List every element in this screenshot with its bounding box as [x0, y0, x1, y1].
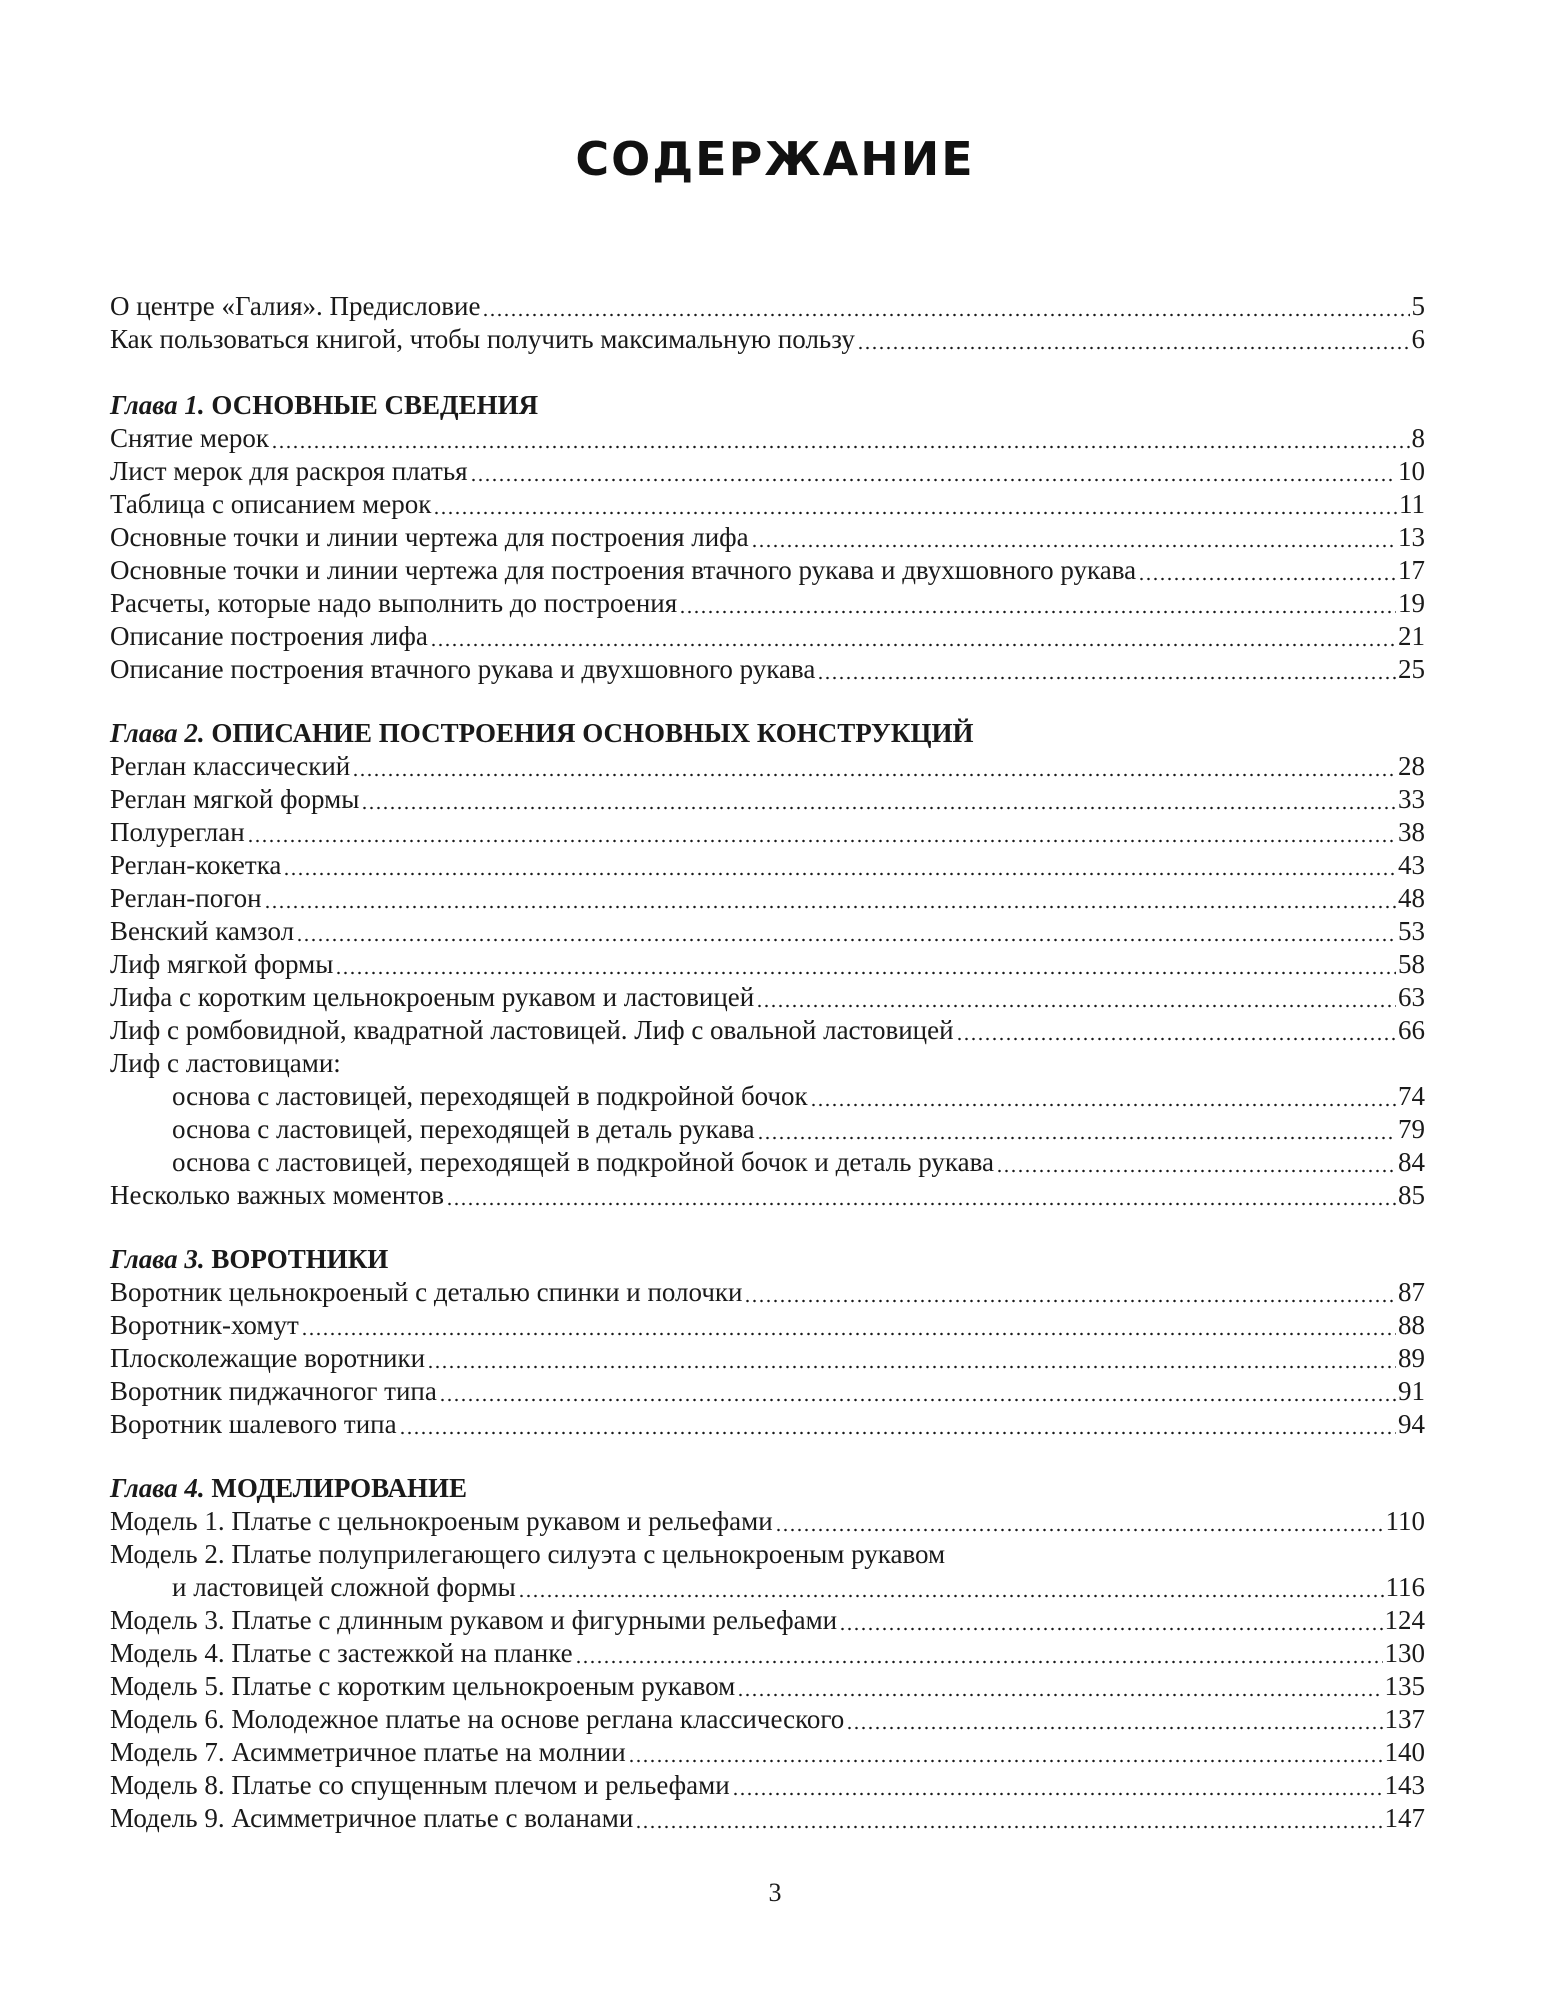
toc-entry[interactable] — [110, 1736, 1425, 1769]
toc-entry-label: Плосколежащие воротники — [110, 1343, 426, 1373]
toc-entry[interactable] — [110, 290, 1425, 323]
toc-entry-label: Реглан-погон — [110, 883, 262, 913]
toc-entry[interactable] — [110, 620, 1425, 653]
toc-entry[interactable] — [110, 1146, 1425, 1179]
dot-leader — [817, 653, 1396, 686]
toc-entry[interactable] — [110, 653, 1425, 686]
toc-entry-page: 8 — [1411, 423, 1425, 453]
toc-entry[interactable] — [110, 554, 1425, 587]
toc-entry-label: и ластовицей сложной формы — [172, 1572, 516, 1602]
toc-entry-label: Основные точки и линии чертежа для построения втачного рукава и двухшовного рукава — [110, 555, 1137, 585]
toc-entry[interactable] — [110, 915, 1425, 948]
toc-entry[interactable] — [110, 849, 1425, 882]
dot-leader — [575, 1637, 1383, 1670]
dot-leader — [518, 1571, 1384, 1604]
toc-entry-label: Модель 1. Платье с цельнокроеным рукавом и рельефами — [110, 1506, 773, 1536]
toc-entry-label: Модель 5. Платье с коротким цельнокроеным рукавом — [110, 1671, 736, 1701]
toc-entry-label: Таблица с описанием мерок — [110, 489, 432, 519]
dot-leader — [470, 455, 1396, 488]
toc-entry-label: Воротник цельнокроеный с деталью спинки и полочки — [110, 1277, 743, 1307]
toc-entry[interactable] — [110, 1637, 1425, 1670]
chapter-prefix: Глава 3. — [110, 1244, 205, 1274]
toc-entry[interactable] — [110, 1375, 1425, 1408]
toc-entry-label: основа с ластовицей, переходящей в подкройной бочок и деталь рукава — [172, 1147, 994, 1177]
dot-leader — [433, 488, 1397, 521]
toc-entry-label: Модель 2. Платье полуприлегающего силуэта с цельнокроеным рукавом — [110, 1539, 946, 1569]
dot-leader — [361, 783, 1396, 816]
toc-entry-label: Модель 9. Асимметричное платье с воланами — [110, 1803, 634, 1833]
dot-leader — [679, 587, 1396, 620]
toc-entry[interactable] — [110, 948, 1425, 981]
toc-entry-page: 147 — [1384, 1803, 1425, 1833]
toc-entry-page: 84 — [1398, 1147, 1425, 1177]
chapter-name: ВОРОТНИКИ — [211, 1244, 389, 1274]
dot-leader — [996, 1146, 1396, 1179]
toc-entry-page: 87 — [1398, 1277, 1425, 1307]
toc-entry-page: 5 — [1411, 291, 1425, 321]
toc-entry[interactable] — [110, 1309, 1425, 1342]
dot-leader — [635, 1802, 1382, 1835]
dot-leader — [1138, 554, 1396, 587]
toc-entry-label: Несколько важных моментов — [110, 1180, 444, 1210]
page-number: 3 — [768, 1878, 782, 1907]
toc-entry-page: 6 — [1411, 324, 1425, 354]
chapter-heading[interactable] — [110, 1243, 1425, 1276]
dot-leader — [301, 1309, 1396, 1342]
toc-entry[interactable] — [110, 783, 1425, 816]
dot-leader — [956, 1014, 1396, 1047]
dot-leader — [296, 915, 1396, 948]
dot-leader — [857, 323, 1410, 356]
toc-entry[interactable] — [110, 882, 1425, 915]
dot-leader — [732, 1769, 1383, 1802]
toc-entry-page: 116 — [1385, 1572, 1425, 1602]
toc-entry-label: Модель 4. Платье с застежкой на планке — [110, 1638, 573, 1668]
toc-entry-page: 58 — [1398, 949, 1425, 979]
toc-entry-label: Расчеты, которые надо выполнить до построения — [110, 588, 678, 618]
dot-leader — [427, 1342, 1396, 1375]
toc-entry-page: 66 — [1398, 1015, 1425, 1045]
dot-leader — [628, 1736, 1383, 1769]
toc-entry[interactable] — [110, 1276, 1425, 1309]
toc-entry-page: 94 — [1398, 1409, 1425, 1439]
page-title: СОДЕРЖАНИЕ — [575, 132, 975, 186]
dot-leader — [335, 948, 1396, 981]
dot-leader — [283, 849, 1396, 882]
chapter-heading[interactable] — [110, 1472, 1425, 1505]
chapter-prefix: Глава 1. — [110, 390, 205, 420]
toc-entry-page: 143 — [1384, 1770, 1425, 1800]
dot-leader — [439, 1375, 1396, 1408]
toc-chapter — [110, 389, 1425, 686]
toc-entry-page: 74 — [1398, 1081, 1425, 1111]
toc-entry-label: Основные точки и линии чертежа для построения лифа — [110, 522, 749, 552]
toc-entry-label: Модель 8. Платье со спущенным плечом и рельефами — [110, 1770, 730, 1800]
dot-leader — [846, 1703, 1382, 1736]
toc-entry[interactable] — [110, 981, 1425, 1014]
toc-entry-label: Реглан классический — [110, 751, 351, 781]
toc-entry-label: Модель 3. Платье с длинным рукавом и фигурными рельефами — [110, 1605, 838, 1635]
dot-leader — [744, 1276, 1396, 1309]
toc-entry[interactable] — [110, 1703, 1425, 1736]
toc-entry-page: 135 — [1384, 1671, 1425, 1701]
chapter-prefix: Глава 4. — [110, 1473, 205, 1503]
toc-entry-page: 43 — [1398, 850, 1425, 880]
toc-entry-page: 140 — [1384, 1737, 1425, 1767]
toc-entry-page: 13 — [1398, 522, 1425, 552]
toc-entry-page: 17 — [1398, 555, 1425, 585]
toc-entry-label: Полуреглан — [110, 817, 245, 847]
dot-leader — [247, 816, 1396, 849]
dot-leader — [737, 1670, 1382, 1703]
chapter-name: ОСНОВНЫЕ СВЕДЕНИЯ — [211, 390, 539, 420]
toc-entry[interactable] — [110, 1604, 1425, 1637]
toc-entry[interactable] — [110, 1769, 1425, 1802]
toc-entry[interactable] — [110, 750, 1425, 783]
toc-chapter — [110, 1243, 1425, 1441]
toc-entry-label: Воротник-хомут — [110, 1310, 299, 1340]
dot-leader — [757, 1113, 1396, 1146]
chapter-heading[interactable] — [110, 717, 1425, 750]
toc-entry-label: основа с ластовицей, переходящей в деталь рукава — [172, 1114, 755, 1144]
toc-entry-label: Модель 6. Молодежное платье на основе реглана классического — [110, 1704, 845, 1734]
toc-entry[interactable] — [110, 816, 1425, 849]
toc-entry-page: 124 — [1384, 1605, 1425, 1635]
toc-entry-page: 137 — [1384, 1704, 1425, 1734]
toc-entry-page: 89 — [1398, 1343, 1425, 1373]
toc-entry-page: 25 — [1398, 654, 1425, 684]
dot-leader — [430, 620, 1396, 653]
toc-entry-page: 48 — [1398, 883, 1425, 913]
toc-entry-label: Реглан-кокетка — [110, 850, 282, 880]
toc-entry[interactable] — [110, 1179, 1425, 1212]
dot-leader — [751, 521, 1396, 554]
chapter-name: ОПИСАНИЕ ПОСТРОЕНИЯ ОСНОВНЫХ КОНСТРУКЦИЙ — [211, 718, 974, 748]
toc-entry-page: 28 — [1398, 751, 1425, 781]
toc-entry-label: Лиф с ластовицами: — [110, 1048, 341, 1078]
toc-entry-label: Лифа с коротким цельнокроеным рукавом и ластовицей — [110, 982, 755, 1012]
toc-entry-page: 21 — [1398, 621, 1425, 651]
chapter-name: МОДЕЛИРОВАНИЕ — [211, 1473, 468, 1503]
toc-entry-page: 130 — [1384, 1638, 1425, 1668]
dot-leader — [839, 1604, 1382, 1637]
toc-entry-label: Лиф мягкой формы — [110, 949, 334, 979]
toc-entry[interactable] — [110, 488, 1425, 521]
toc-entry[interactable] — [110, 521, 1425, 554]
dot-leader — [482, 290, 1409, 323]
dot-leader — [775, 1505, 1384, 1538]
toc-entry-page: 53 — [1398, 916, 1425, 946]
dot-leader — [352, 750, 1396, 783]
toc-entry-label: Снятие мерок — [110, 423, 270, 453]
toc-entry[interactable] — [110, 1408, 1425, 1441]
toc-entry-page: 38 — [1398, 817, 1425, 847]
toc-chapter — [110, 1472, 1425, 1835]
dot-leader — [271, 422, 1409, 455]
toc-entry[interactable] — [110, 1080, 1425, 1113]
toc-entry[interactable] — [110, 1802, 1425, 1835]
dot-leader — [810, 1080, 1396, 1113]
toc-entry-label: Описание построения втачного рукава и двухшовного рукава — [110, 654, 816, 684]
toc-entry-page: 91 — [1398, 1376, 1425, 1406]
toc-entry-label: Воротник пиджачногог типа — [110, 1376, 437, 1406]
toc-entry[interactable] — [110, 1571, 1425, 1604]
dot-leader — [399, 1408, 1396, 1441]
toc-entry-page: 33 — [1398, 784, 1425, 814]
toc-chapter — [110, 717, 1425, 1212]
toc-entry-label: Реглан мягкой формы — [110, 784, 360, 814]
table-of-contents — [110, 290, 1425, 1835]
toc-entry-label: Воротник шалевого типа — [110, 1409, 397, 1439]
toc-entry[interactable] — [110, 587, 1425, 620]
toc-entry-page: 88 — [1398, 1310, 1425, 1340]
toc-entry[interactable] — [110, 1047, 1425, 1080]
toc-entry-label: Описание построения лифа — [110, 621, 428, 651]
toc-entry-page: 63 — [1398, 982, 1425, 1012]
toc-entry-page: 79 — [1398, 1114, 1425, 1144]
toc-entry[interactable] — [110, 1014, 1425, 1047]
toc-entry-label: основа с ластовицей, переходящей в подкройной бочок — [172, 1081, 808, 1111]
chapter-prefix: Глава 2. — [110, 718, 205, 748]
toc-entry-page: 10 — [1398, 456, 1425, 486]
dot-leader — [756, 981, 1396, 1014]
toc-entry[interactable] — [110, 1538, 1425, 1571]
toc-entry-page: 110 — [1385, 1506, 1425, 1536]
toc-entry-page: 85 — [1398, 1180, 1425, 1210]
toc-entry[interactable] — [110, 1342, 1425, 1375]
toc-entry-label: Модель 7. Асимметричное платье на молнии — [110, 1737, 626, 1767]
toc-entry[interactable] — [110, 455, 1425, 488]
chapter-heading[interactable] — [110, 389, 1425, 422]
toc-entry[interactable] — [110, 1670, 1425, 1703]
toc-entry-label: Лист мерок для раскроя платья — [110, 456, 468, 486]
toc-intro — [110, 290, 1425, 356]
toc-entry[interactable] — [110, 1113, 1425, 1146]
toc-entry[interactable] — [110, 323, 1425, 356]
toc-entry-label: Венский камзол — [110, 916, 295, 946]
toc-entry-page: 19 — [1398, 588, 1425, 618]
toc-entry[interactable] — [110, 1505, 1425, 1538]
toc-entry-label: О центре «Галия». Предисловие — [110, 291, 481, 321]
dot-leader — [264, 882, 1396, 915]
toc-entry-label: Лиф с ромбовидной, квадратной ластовицей. Лиф с овальной ластовицей — [110, 1015, 954, 1045]
dot-leader — [446, 1179, 1396, 1212]
toc-entry-label: Как пользоваться книгой, чтобы получить максимальную пользу — [110, 324, 855, 354]
toc-entry-page: 11 — [1399, 489, 1425, 519]
toc-entry[interactable] — [110, 422, 1425, 455]
